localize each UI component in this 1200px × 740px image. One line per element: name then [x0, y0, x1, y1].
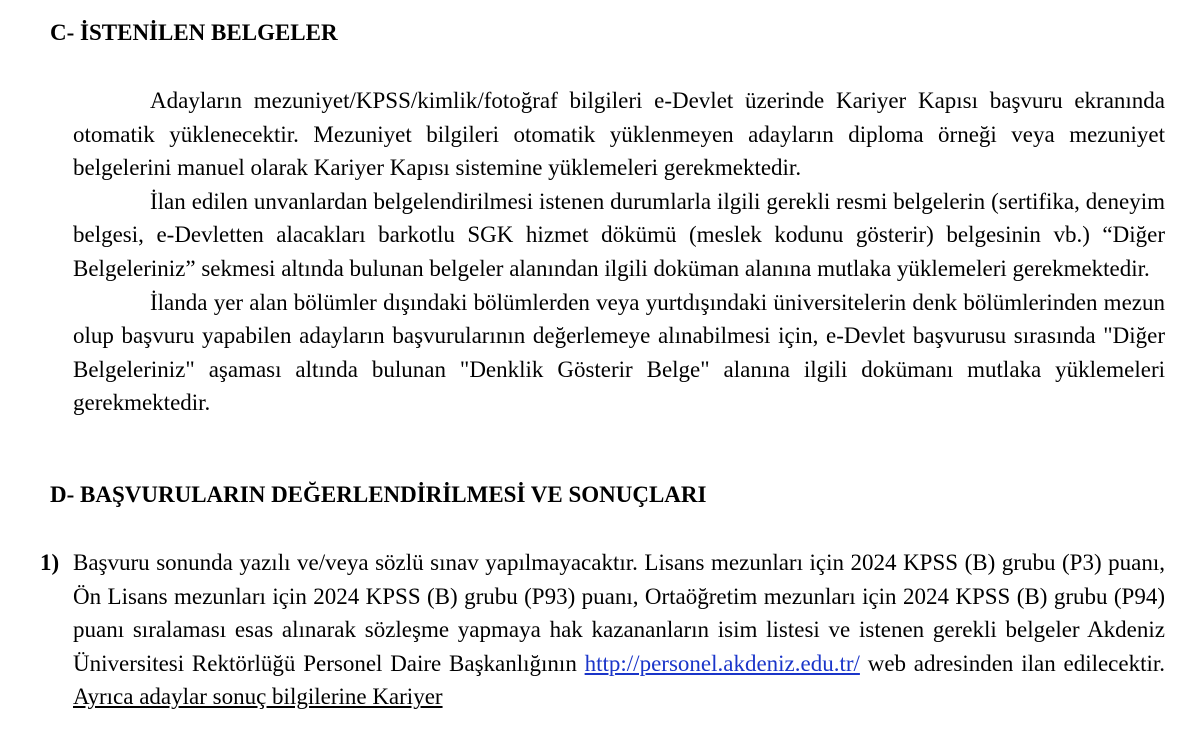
list-item-number: 1): [40, 550, 60, 575]
section-c-body: [73, 84, 1165, 420]
section-d-heading: D- BAŞVURULARIN DEĞERLENDİRİLMESİ VE SONUÇLARI: [50, 482, 707, 507]
item-text-after-link: web adresinden ilan edilecektir.: [867, 650, 1166, 676]
list-item-text: [73, 546, 1165, 714]
section-c-paragraph-3: İlanda yer alan bölümler dışındaki bölümlerden veya yurtdışındaki üniversitelerin denk bölümlerinden mezun olup başvuru yapabilen adayların başvurularının değerlemeye alınabilmesi için, e-Devlet başvurusu sırasında "Diğer Belgeleriniz" aşaması altında bulunan "Denklik Gösterir Belge" alanına ilgili dokümanı mutlaka yüklemeleri gerekmektedir.: [73, 289, 1165, 416]
item-underlined-text: Ayrıca adaylar sonuç bilgilerine Kariyer: [73, 684, 443, 710]
section-c-heading: C- İSTENİLEN BELGELER: [50, 20, 338, 45]
list-item: [40, 546, 1165, 714]
section-c-paragraph-2: İlan edilen unvanlardan belgelendirilmesi istenen durumlarla ilgili gerekli resmi belgelerin (sertifika, deneyim belgesi, e-Devletten alacakları barkotlu SGK hizmet dökümü (meslek kodunu gösterir) belgesinin vb.) “Diğer Belgeleriniz” sekmesi altında bulunan belgeler alanından ilgili doküman alanına mutlaka yüklemeleri gerekmektedir.: [73, 188, 1165, 281]
section-c-paragraph-1: Adayların mezuniyet/KPSS/kimlik/fotoğraf bilgileri e-Devlet üzerinde Kariyer Kapısı başvuru ekranında otomatik yüklenecektir. Mezuniyet bilgileri otomatik yüklenmeyen adayların diploma örneği veya mezuniyet belgelerini manuel olarak Kariyer Kapısı sistemine yüklemeleri gerekmektedir.: [73, 88, 1165, 181]
item-text-before-link: Başvuru sonunda yazılı ve/veya sözlü sınav yapılmayacaktır. Lisans mezunları için 2024 KPSS (B) grubu (P3) puanı, Ön Lisans mezunları için 2024 KPSS (B) grubu (P93) puanı, Ortaöğretim mezunları için 2024 KPSS (B) grubu (P94) puanı sıralaması esas alınarak sözleşme yapmaya hak kazananların isim listesi ve istenen gerekli belgeler Akdeniz Üniversitesi Rektörlüğü Personel Daire Başkanlığının: [73, 550, 1165, 676]
personnel-website-link[interactable]: http://personel.akdeniz.edu.tr/: [584, 650, 860, 676]
